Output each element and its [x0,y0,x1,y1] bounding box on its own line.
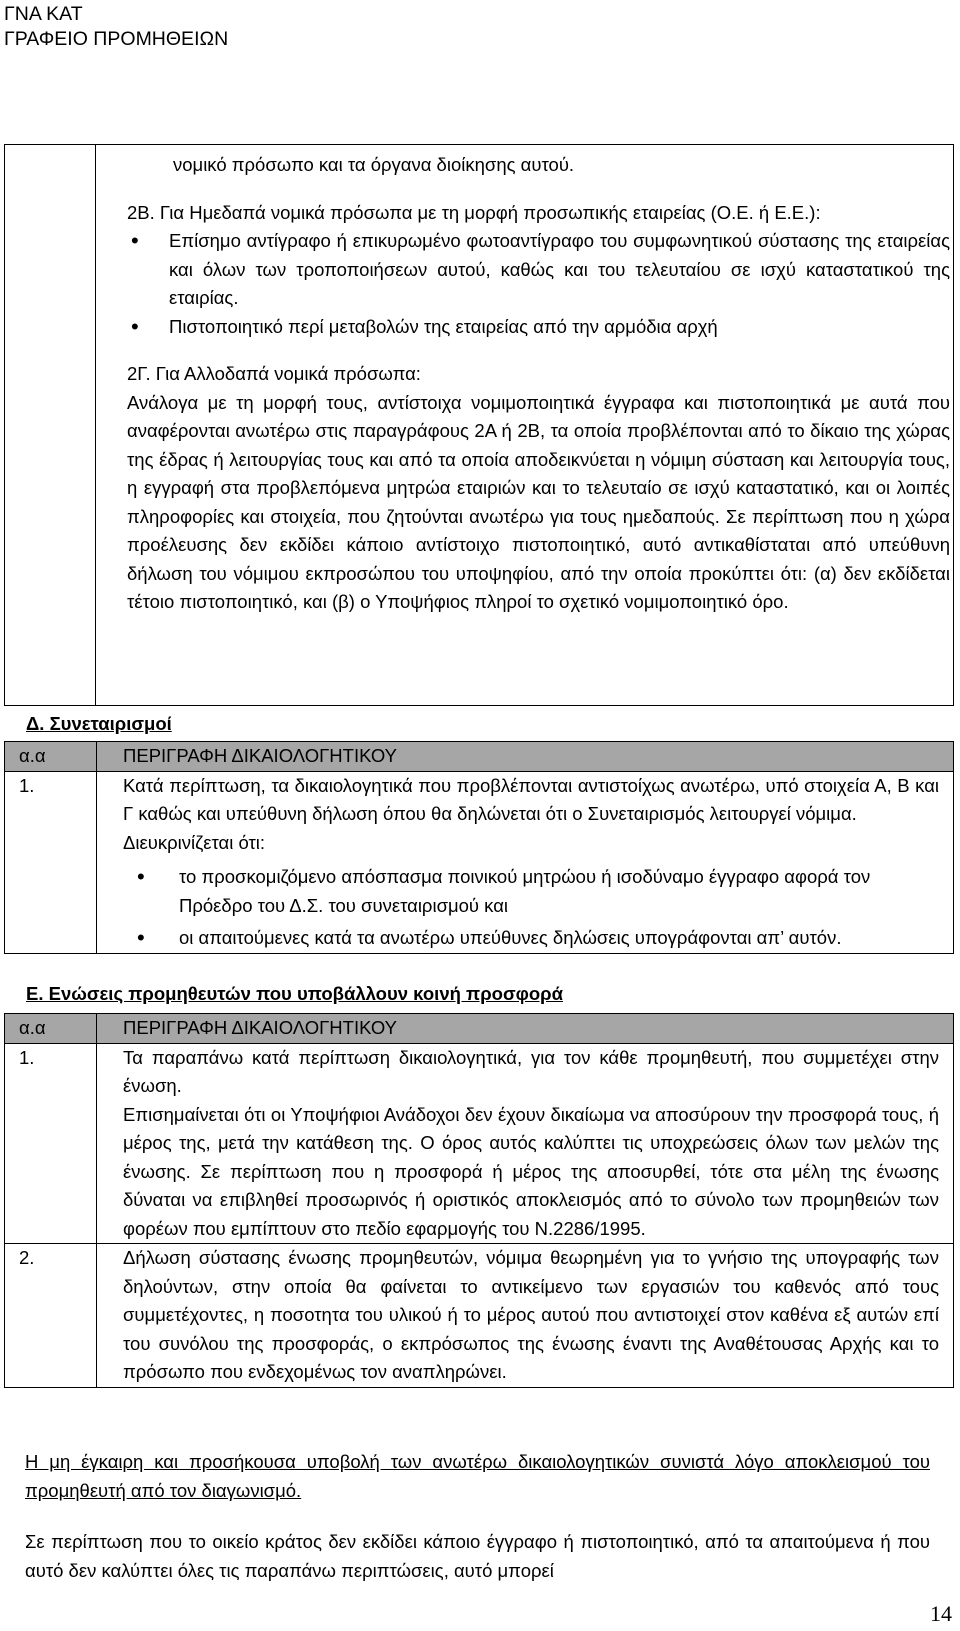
header-line-1: ΓΝΑ ΚΑΤ [4,3,83,25]
section-e-title: Ε. Ενώσεις προμηθευτών που υποβάλλουν κοινή προσφορά [26,983,563,1004]
section-d-table [4,741,954,954]
row-number: 2. [5,1244,97,1388]
closing-paragraph: Σε περίπτωση που το οικείο κράτος δεν εκδίδει κάποιο έγγραφο ή πιστοποιητικό, από τα απαιτούμενα ή που αυτό δεν καλύπτει όλες τις παραπάνω περιπτώσεις, αυτό μπορεί [25,1531,930,1581]
row-number: 1. [5,1043,97,1244]
section-2b-title: 2Β. Για Ημεδαπά νομικά πρόσωπα με τη μορφή προσωπικής εταιρείας (Ο.Ε. ή Ε.Ε.): [127,201,821,223]
row-description [97,771,954,953]
section-2c-title: Για Αλλοδαπά νομικά πρόσωπα: [155,363,421,384]
column-header-description: ΠΕΡΙΓΡΑΦΗ ΔΙΚΑΙΟΛΟΓΗΤΙΚΟΥ [97,742,954,772]
table-row [5,1043,954,1244]
continuation-box [4,144,954,706]
column-divider [95,145,96,705]
continuation-text: νομικό πρόσωπο και τα όργανα διοίκησης αυτού. [173,154,575,175]
table-header-row [5,1014,954,1044]
row-bullet-list [123,863,939,953]
table-row [5,1244,954,1388]
header-line-2: ΓΡΑΦΕΙΟ ΠΡΟΜΗΘΕΙΩΝ [4,28,229,50]
section-e-table [4,1013,954,1388]
row-description [97,1244,954,1388]
list-item: • το προσκομιζόμενο απόσπασμα ποινικού μητρώου ή ισοδύναμο έγγραφο αφορά τον Πρόεδρο του Δ.Σ. του συνεταιρισμού και [123,863,939,920]
exclusion-warning: Η μη έγκαιρη και προσήκουσα υποβολή των ανωτέρω δικαιολογητικών συνιστά λόγο αποκλεισμού του προμηθευτή από τον διαγωνισμό. [25,1451,930,1501]
row-text: Κατά περίπτωση, τα δικαιολογητικά που προβλέπονται αντιστοίχως ανωτέρω, υπό στοιχεία Α, Β και Γ καθώς και υπεύθυνη δήλωση όπου θα δηλώνεται ότι ο Συνεταιρισμός λειτουργεί νόμιμα. [123,774,939,824]
row-note: Διευκρινίζεται ότι: [123,831,266,853]
list-item: • Πιστοποιητικό περί μεταβολών της εταιρείας από την αρμόδια αρχή [127,313,950,342]
list-item: • Επίσημο αντίγραφο ή επικυρωμένο φωτοαντίγραφο του συμφωνητικού σύστασης της εταιρείας και όλων των τροποποιήσεων αυτού, καθώς και του τελευταίου σε ισχύ καταστατικού της εταιρίας. [127,227,950,313]
continuation-content [101,151,950,617]
section-2b-list [101,227,950,341]
row-description [97,1043,954,1244]
row-number: 1. [5,771,97,953]
section-2c-heading [101,360,950,389]
column-header-number: α.α [5,742,97,772]
document-header [4,2,228,52]
column-header-number: α.α [5,1014,97,1044]
page-number: 14 [930,1601,952,1626]
section-2c-text: Ανάλογα με τη μορφή τους, αντίστοιχα νομιμοποιητικά έγγραφα και πιστοποιητικά με αυτά που αναφέρονται ανωτέρω στις παραγράφους 2Α ή 2Β, τα οποία προβλέπονται από το δίκαιο της χώρας της έδρας ή λειτουργίας τους και από τα οποία αποδεικνύεται η νόμιμη σύσταση και λειτουργία τους, η εγγραφή στα προβλεπόμενα μητρώα εταιριών και το τελευταίο σε ισχύ καταστατικό, και οι λοιπές πληροφορίες και στοιχεία, που ζητούνται ανωτέρω για τους ημεδαπούς. Σε περίπτωση που η χώρα προέλευσης δεν εκδίδει κάποιο αντίστοιχο πιστοποιητικό, αυτό αντικαθίσταται από υπεύθυνη δήλωση του νόμιμου εκπροσώπου του υποψηφίου, από την οποία προκύπτει ότι: (α) δεν εκδίδεται τέτοιο πιστοποιητικό, και (β) ο Υποψήφιος πληροί το σχετικό νομιμοποιητικό όρο. [127,391,950,612]
list-item: • οι απαιτούμενες κατά τα ανωτέρω υπεύθυνες δηλώσεις υπογράφονται απ’ αυτόν. [123,924,939,953]
row-text: Δήλωση σύστασης ένωσης προμηθευτών, νόμιμα θεωρημένη για το γνήσιο της υπογραφής των δηλούντων, στην οποία θα φαίνεται το αντικείμενο των εργασιών του καθενός από τους συμμετέχοντες, η ποσοτητα του υλικού ή το μέρος αυτού που αντιστοιχεί στον καθένα εξ αυτών επί του συνόλου της προσφοράς, ο εκπρόσωπος της ένωσης έναντι της Αναθέτουσας Αρχής και το πρόσωπο που ενδεχομένως τον αναπληρώνει. [123,1247,939,1382]
row-text: Τα παραπάνω κατά περίπτωση δικαιολογητικά, για τον κάθε προμηθευτή, που συμμετέχει στην ένωση. [123,1046,939,1096]
row-note: Επισημαίνεται ότι οι Υποψήφιοι Ανάδοχοι δεν έχουν δικαίωμα να αποσύρουν την προσφορά τους, ή μέρος της, μετά την κατάθεση της. Ο όρος αυτός καλύπτει τις υποχρεώσεις όλων των μελών της ένωσης. Σε περίπτωση που η προσφορά ή μέρος της αποσυρθεί, τότε στα μέλη της ένωσης δύναται να επιβληθεί προσωρινός ή οριστικός αποκλεισμός από το σύνολο των προμηθειών των φορέων που εμπίπτουν στο πεδίο εφαρμογής του Ν.2286/1995. [123,1103,939,1239]
table-header-row [5,742,954,772]
section-d-title: Δ. Συνεταιρισμοί [26,713,172,734]
section-2c-prefix: 2Γ. [127,363,156,384]
column-header-description: ΠΕΡΙΓΡΑΦΗ ΔΙΚΑΙΟΛΟΓΗΤΙΚΟΥ [97,1014,954,1044]
table-row [5,771,954,953]
